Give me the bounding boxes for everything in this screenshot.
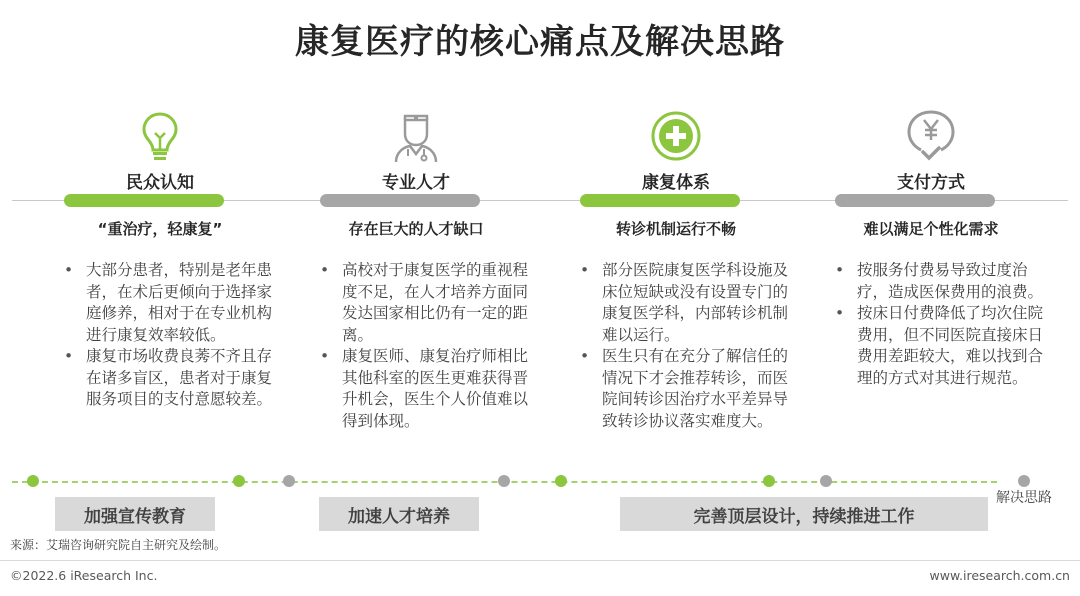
column-subtitle: 存在巨大的人才缺口 [348, 220, 484, 238]
column-subtitle: 转诊机制运行不畅 [615, 220, 736, 238]
bullet-list [835, 260, 1047, 389]
yen-payment-icon [811, 108, 1051, 164]
timeline-dot [1018, 475, 1030, 487]
column-heading: 民众认知 [126, 173, 194, 193]
list-item: • 高校对于康复医学的重视程度不足，在人才培养方面同发达国家相比仍有一定的距离。 [320, 260, 532, 346]
accent-bar [580, 194, 740, 207]
column-heading: 专业人才 [382, 173, 450, 193]
page-title: 康复医疗的核心痛点及解决思路 [295, 22, 785, 62]
medical-cross-icon [556, 108, 796, 164]
solution-box-design: 完善顶层设计，持续推进工作 [620, 497, 988, 531]
timeline-dot [498, 475, 510, 487]
list-item: • 康复市场收费良莠不齐且存在诸多盲区，患者对于康复服务项目的支付意愿较差。 [64, 346, 276, 411]
doctor-icon [296, 108, 536, 164]
bullet-list [580, 260, 792, 432]
list-item: • 部分医院康复医学科设施及床位短缺或没有设置专门的康复医学科，内部转诊机制难以运行。 [580, 260, 792, 346]
timeline-dot [763, 475, 775, 487]
timeline-dot [27, 475, 39, 487]
lightbulb-icon [40, 108, 280, 164]
accent-bar [835, 194, 995, 207]
accent-bar [320, 194, 480, 207]
footer-divider [0, 560, 1080, 561]
copyright-text: ©2022.6 iResearch Inc. [10, 568, 158, 583]
list-item: • 按床日付费降低了均次住院费用，但不同医院直接床日费用差距较大，难以找到合理的方式对其进行规范。 [835, 303, 1047, 389]
bullet-list [320, 260, 532, 432]
timeline-dot [233, 475, 245, 487]
list-item: • 按服务付费易导致过度治疗，造成医保费用的浪费。 [835, 260, 1047, 303]
column-heading: 康复体系 [642, 173, 710, 193]
timeline-dot [820, 475, 832, 487]
timeline-dot [555, 475, 567, 487]
website-link[interactable]: www.iresearch.com.cn [929, 568, 1070, 583]
timeline-dot [283, 475, 295, 487]
source-note: 来源：艾瑞咨询研究院自主研究及绘制。 [10, 538, 227, 552]
column-subtitle: “重治疗，轻康复” [97, 220, 223, 238]
column-heading: 支付方式 [897, 173, 965, 193]
bullet-list [64, 260, 276, 411]
list-item: • 大部分患者，特别是老年患者，在术后更倾向于选择家庭修养，相对于在专业机构进行康复效率较低。 [64, 260, 276, 346]
column-subtitle: 难以满足个性化需求 [863, 220, 999, 238]
accent-bar [64, 194, 224, 207]
solution-label: 解决思路 [996, 490, 1052, 506]
solution-box-education: 加强宣传教育 [55, 497, 215, 531]
list-item: • 医生只有在充分了解信任的情况下才会推荐转诊，而医院间转诊因治疗水平差异导致转诊协议落实难度大。 [580, 346, 792, 432]
solution-box-talent: 加速人才培养 [319, 497, 479, 531]
list-item: • 康复医师、康复治疗师相比其他科室的医生更难获得晋升机会，医生个人价值难以得到体现。 [320, 346, 532, 432]
